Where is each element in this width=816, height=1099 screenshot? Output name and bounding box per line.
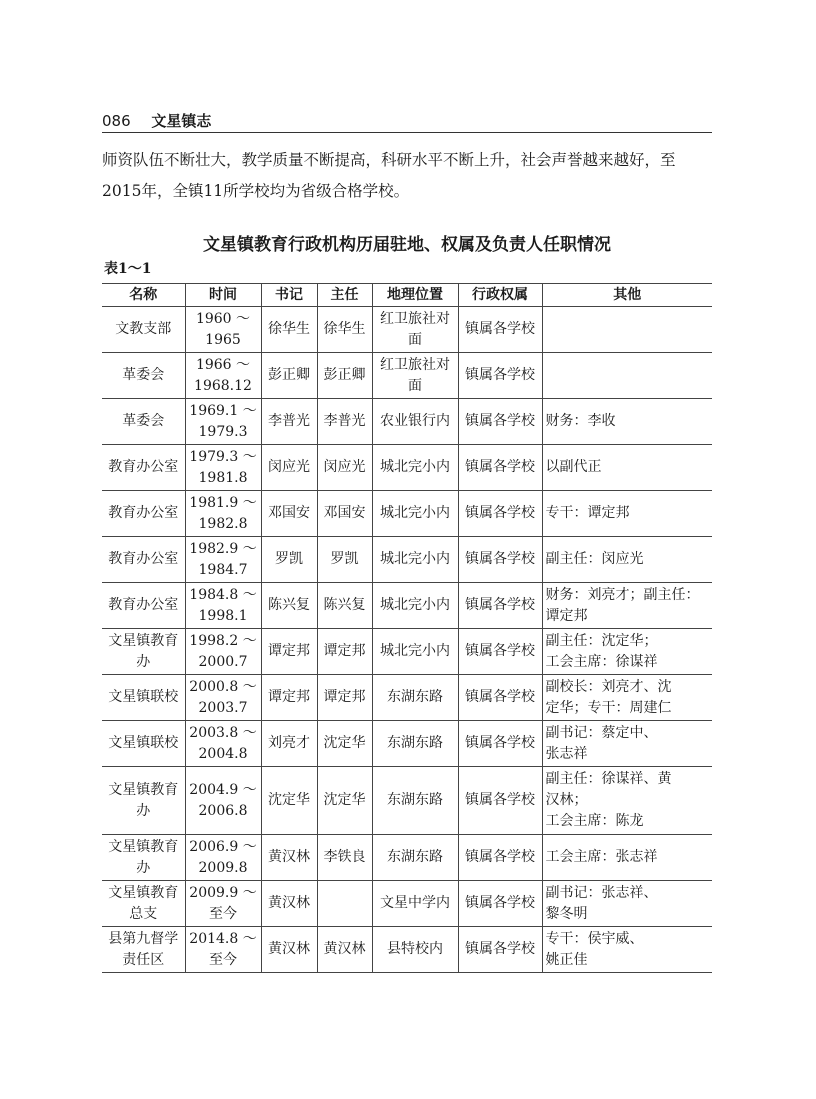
secretary-cell: 沈定华	[261, 767, 317, 835]
secretary-cell: 闵应光	[261, 445, 317, 491]
authority-cell: 镇属各学校	[458, 399, 542, 445]
location-cell: 东湖东路	[372, 721, 458, 767]
authority-cell: 镇属各学校	[458, 537, 542, 583]
other-cell: 财务：刘亮才；副主任： 谭定邦	[542, 583, 712, 629]
time-cell: 2004.9 ～ 2006.8	[185, 767, 261, 835]
authority-cell: 镇属各学校	[458, 767, 542, 835]
org-name-cell: 文星镇教育 办	[102, 835, 185, 881]
time-cell: 2006.9 ～ 2009.8	[185, 835, 261, 881]
other-cell: 工会主席：张志祥	[542, 835, 712, 881]
other-cell: 专干：侯宇威、 姚正佳	[542, 927, 712, 973]
location-cell: 城北完小内	[372, 445, 458, 491]
book-title: 文星镇志	[151, 112, 212, 130]
secretary-cell: 邓国安	[261, 491, 317, 537]
table-row	[102, 445, 712, 491]
location-cell: 红卫旅社对 面	[372, 353, 458, 399]
authority-cell: 镇属各学校	[458, 675, 542, 721]
org-name-cell: 文星镇联校	[102, 675, 185, 721]
table-row	[102, 767, 712, 835]
director-cell: 李普光	[317, 399, 372, 445]
org-name-cell: 教育办公室	[102, 445, 185, 491]
table-row	[102, 835, 712, 881]
secretary-cell: 谭定邦	[261, 629, 317, 675]
authority-cell: 镇属各学校	[458, 353, 542, 399]
org-name-cell: 教育办公室	[102, 537, 185, 583]
secretary-cell: 刘亮才	[261, 721, 317, 767]
director-cell: 陈兴复	[317, 583, 372, 629]
other-cell: 财务：李收	[542, 399, 712, 445]
time-cell: 1966 ～ 1968.12	[185, 353, 261, 399]
org-name-cell: 县第九督学 责任区	[102, 927, 185, 973]
org-name-cell: 文星镇联校	[102, 721, 185, 767]
table-title: 文星镇教育行政机构历届驻地、权属及负责人任职情况	[203, 235, 611, 255]
table-row	[102, 353, 712, 399]
other-cell	[542, 307, 712, 353]
location-cell: 城北完小内	[372, 629, 458, 675]
page-number: 086	[102, 112, 131, 130]
column-header: 书记	[261, 284, 317, 307]
authority-cell: 镇属各学校	[458, 835, 542, 881]
column-header: 其他	[542, 284, 712, 307]
director-cell: 李铁良	[317, 835, 372, 881]
time-cell: 2009.9 ～ 至今	[185, 881, 261, 927]
director-cell: 罗凯	[317, 537, 372, 583]
table-row	[102, 881, 712, 927]
personnel-table	[102, 283, 712, 973]
table-row	[102, 399, 712, 445]
director-cell: 徐华生	[317, 307, 372, 353]
column-header: 行政权属	[458, 284, 542, 307]
table-row	[102, 583, 712, 629]
org-name-cell: 文星镇教育 办	[102, 767, 185, 835]
director-cell: 彭正卿	[317, 353, 372, 399]
location-cell: 农业银行内	[372, 399, 458, 445]
org-name-cell: 教育办公室	[102, 583, 185, 629]
director-cell: 沈定华	[317, 767, 372, 835]
authority-cell: 镇属各学校	[458, 927, 542, 973]
time-cell: 2000.8 ～ 2003.7	[185, 675, 261, 721]
body-paragraph: 师资队伍不断壮大，教学质量不断提高，科研水平不断上升，社会声誉越来越好，至2015年，全镇11所学校均为省级合格学校。	[102, 151, 676, 200]
column-header: 时间	[185, 284, 261, 307]
time-cell: 1981.9 ～ 1982.8	[185, 491, 261, 537]
secretary-cell: 李普光	[261, 399, 317, 445]
other-cell: 以副代正	[542, 445, 712, 491]
director-cell: 谭定邦	[317, 675, 372, 721]
org-name-cell: 文星镇教育 办	[102, 629, 185, 675]
table-row	[102, 927, 712, 973]
other-cell: 副主任：徐谋祥、黄 汉林； 工会主席：陈龙	[542, 767, 712, 835]
other-cell: 专干：谭定邦	[542, 491, 712, 537]
director-cell: 黄汉林	[317, 927, 372, 973]
director-cell: 邓国安	[317, 491, 372, 537]
table-number: 表1～1	[104, 261, 152, 277]
location-cell: 县特校内	[372, 927, 458, 973]
secretary-cell: 陈兴复	[261, 583, 317, 629]
table-row	[102, 491, 712, 537]
other-cell: 副主任：闵应光	[542, 537, 712, 583]
time-cell: 1998.2 ～ 2000.7	[185, 629, 261, 675]
secretary-cell: 彭正卿	[261, 353, 317, 399]
location-cell: 城北完小内	[372, 491, 458, 537]
table-row	[102, 307, 712, 353]
time-cell: 1979.3 ～ 1981.8	[185, 445, 261, 491]
director-cell: 谭定邦	[317, 629, 372, 675]
location-cell: 文星中学内	[372, 881, 458, 927]
authority-cell: 镇属各学校	[458, 445, 542, 491]
table-row	[102, 629, 712, 675]
location-cell: 东湖东路	[372, 835, 458, 881]
location-cell: 城北完小内	[372, 537, 458, 583]
column-header: 地理位置	[372, 284, 458, 307]
location-cell: 城北完小内	[372, 583, 458, 629]
time-cell: 2014.8 ～ 至今	[185, 927, 261, 973]
secretary-cell: 徐华生	[261, 307, 317, 353]
location-cell: 东湖东路	[372, 767, 458, 835]
location-cell: 东湖东路	[372, 675, 458, 721]
other-cell: 副主任：沈定华； 工会主席：徐谋祥	[542, 629, 712, 675]
other-cell: 副校长：刘亮才、沈 定华；专干：周建仁	[542, 675, 712, 721]
authority-cell: 镇属各学校	[458, 881, 542, 927]
secretary-cell: 黄汉林	[261, 927, 317, 973]
authority-cell: 镇属各学校	[458, 307, 542, 353]
secretary-cell: 谭定邦	[261, 675, 317, 721]
time-cell: 1969.1 ～ 1979.3	[185, 399, 261, 445]
column-header: 名称	[102, 284, 185, 307]
table-row	[102, 537, 712, 583]
location-cell: 红卫旅社对 面	[372, 307, 458, 353]
time-cell: 1984.8 ～ 1998.1	[185, 583, 261, 629]
director-cell: 沈定华	[317, 721, 372, 767]
org-name-cell: 文星镇教育 总支	[102, 881, 185, 927]
time-cell: 2003.8 ～ 2004.8	[185, 721, 261, 767]
secretary-cell: 罗凯	[261, 537, 317, 583]
table-row	[102, 721, 712, 767]
page-header	[102, 110, 712, 133]
director-cell: 闵应光	[317, 445, 372, 491]
director-cell	[317, 881, 372, 927]
authority-cell: 镇属各学校	[458, 583, 542, 629]
column-header: 主任	[317, 284, 372, 307]
secretary-cell: 黄汉林	[261, 835, 317, 881]
org-name-cell: 文教支部	[102, 307, 185, 353]
other-cell: 副书记：蔡定中、 张志祥	[542, 721, 712, 767]
authority-cell: 镇属各学校	[458, 721, 542, 767]
table-header-row	[102, 284, 712, 307]
other-cell	[542, 353, 712, 399]
secretary-cell: 黄汉林	[261, 881, 317, 927]
authority-cell: 镇属各学校	[458, 491, 542, 537]
table-row	[102, 675, 712, 721]
time-cell: 1982.9 ～ 1984.7	[185, 537, 261, 583]
time-cell: 1960 ～ 1965	[185, 307, 261, 353]
org-name-cell: 革委会	[102, 353, 185, 399]
other-cell: 副书记：张志祥、 黎冬明	[542, 881, 712, 927]
org-name-cell: 革委会	[102, 399, 185, 445]
authority-cell: 镇属各学校	[458, 629, 542, 675]
org-name-cell: 教育办公室	[102, 491, 185, 537]
